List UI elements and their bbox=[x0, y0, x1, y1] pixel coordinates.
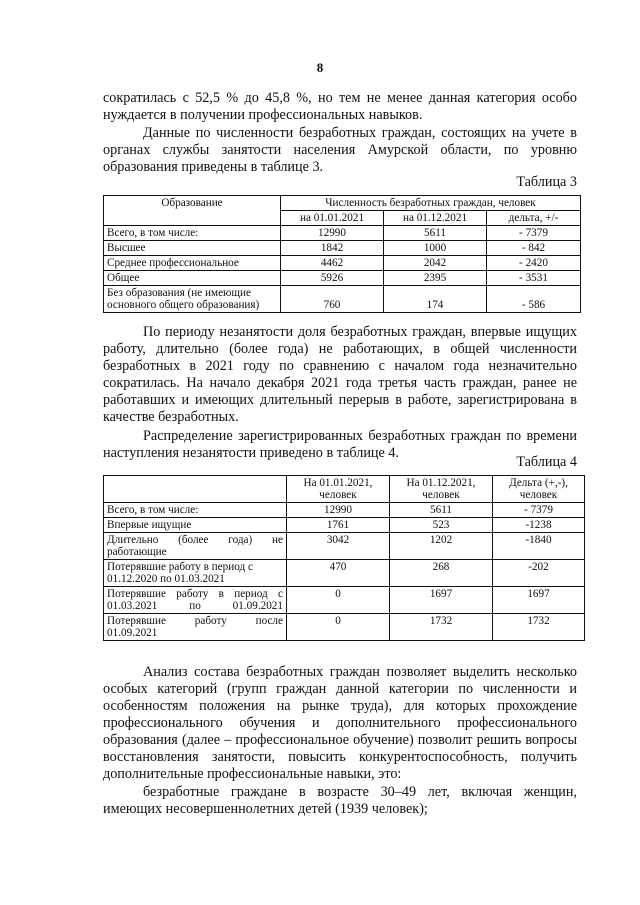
cell-value: 1000 bbox=[384, 241, 487, 256]
cell-value: 12990 bbox=[281, 226, 384, 241]
cell-value: 174 bbox=[384, 286, 487, 313]
table-row bbox=[104, 241, 581, 256]
row-label: Высшее bbox=[104, 241, 281, 256]
table-row bbox=[104, 560, 585, 587]
cell-value: 0 bbox=[287, 587, 390, 614]
paragraph-continued: сократилась с 52,5 % до 45,8 %, но тем не менее данная категория особо нуждается в получении профессиональных навыков. bbox=[103, 90, 577, 123]
cell-value: - 3531 bbox=[487, 271, 581, 286]
table4-caption: Таблица 4 bbox=[516, 454, 577, 470]
paragraph-table3-intro: Данные по численности безработных граждан, состоящих на учете в органах службы занятости населения Амурской области, по уровню образования приведены в таблице 3. bbox=[103, 125, 577, 175]
row-label: Потерявшие работу в период с 01.12.2020 по 01.03.2021 bbox=[104, 560, 287, 587]
table-row bbox=[104, 503, 585, 518]
cell-value: -1238 bbox=[493, 518, 585, 533]
cell-value: 12990 bbox=[287, 503, 390, 518]
table-row bbox=[104, 286, 581, 313]
header-col1: На 01.01.2021, человек bbox=[287, 476, 390, 503]
cell-value: -1840 bbox=[493, 533, 585, 560]
cell-value: - 586 bbox=[487, 286, 581, 313]
header-col2: На 01.12.2021, человек bbox=[390, 476, 493, 503]
cell-value: 0 bbox=[287, 614, 390, 641]
table3-caption: Таблица 3 bbox=[516, 174, 577, 190]
cell-value: 5611 bbox=[390, 503, 493, 518]
header-empty bbox=[104, 476, 287, 503]
header-education: Образование bbox=[104, 196, 281, 226]
page-number: 8 bbox=[316, 60, 324, 75]
paragraph-analysis: Анализ состава безработных граждан позволяет выделить несколько особых категорий (групп граждан данной категории по численности и особенностям положения на рынке труда), для которых прохождение профессионального обучения и дополнительного профессионального образования (далее – профессиональное обучение) позволит решить вопросы восстановления занятости, повысить конкурентоспособность, получить дополнительные профессиональные навыки, это: bbox=[103, 664, 577, 782]
cell-value: 2395 bbox=[384, 271, 487, 286]
cell-value: 3042 bbox=[287, 533, 390, 560]
cell-value: 1732 bbox=[493, 614, 585, 641]
row-label: Впервые ищущие bbox=[104, 518, 287, 533]
paragraph-table4-intro: Распределение зарегистрированных безработных граждан по времени наступления незанятости приведено в таблице 4. bbox=[103, 428, 577, 461]
header-group: Численность безработных граждан, человек bbox=[281, 196, 581, 211]
cell-value: - 842 bbox=[487, 241, 581, 256]
table4 bbox=[103, 475, 585, 641]
table-row bbox=[104, 256, 581, 271]
table3-section bbox=[103, 172, 577, 313]
row-label: Всего, в том числе: bbox=[104, 503, 287, 518]
row-label: Всего, в том числе: bbox=[104, 226, 281, 241]
row-label: Длительно (более года) не работающие bbox=[104, 533, 287, 560]
cell-value: 1732 bbox=[390, 614, 493, 641]
paragraph-category-list-item: безработные граждане в возрасте 30–49 лет, включая женщин, имеющих несовершеннолетних детей (1939 человек); bbox=[103, 784, 577, 817]
header-col3: дельта, +/- bbox=[487, 211, 581, 226]
cell-value: 470 bbox=[287, 560, 390, 587]
table4-section bbox=[103, 452, 577, 641]
header-col3: Дельта (+,-), человек bbox=[493, 476, 585, 503]
cell-value: 4462 bbox=[281, 256, 384, 271]
cell-value: 268 bbox=[390, 560, 493, 587]
cell-value: 1761 bbox=[287, 518, 390, 533]
cell-value: 5926 bbox=[281, 271, 384, 286]
table-row bbox=[104, 226, 581, 241]
text-block-middle bbox=[103, 324, 577, 462]
cell-value: - 7379 bbox=[487, 226, 581, 241]
table-row bbox=[104, 614, 585, 641]
cell-value: 523 bbox=[390, 518, 493, 533]
header-col1: на 01.01.2021 bbox=[281, 211, 384, 226]
table-row bbox=[104, 533, 585, 560]
row-label: Потерявшие работу после 01.09.2021 bbox=[104, 614, 287, 641]
cell-value: - 7379 bbox=[493, 503, 585, 518]
cell-value: 2042 bbox=[384, 256, 487, 271]
row-label: Без образования (не имеющие основного общего образования) bbox=[104, 286, 281, 313]
text-block-top bbox=[103, 90, 577, 176]
table-header-row bbox=[104, 476, 585, 503]
paragraph-unemployment-period: По периоду незанятости доля безработных граждан, впервые ищущих работу, длительно (более года) не работающих, в общей численности безработных в 2021 году по сравнению с началом года незначительно сократилась. На начало декабря 2021 года третья часть граждан, ранее не работавших и имеющих длительный перерыв в работе, зарегистрирована в качестве безработных. bbox=[103, 324, 577, 425]
cell-value: 1842 bbox=[281, 241, 384, 256]
table-row bbox=[104, 587, 585, 614]
cell-value: 5611 bbox=[384, 226, 487, 241]
table-row bbox=[104, 271, 581, 286]
cell-value: 1697 bbox=[390, 587, 493, 614]
table-row bbox=[104, 518, 585, 533]
cell-value: 1202 bbox=[390, 533, 493, 560]
row-label: Среднее профессиональное bbox=[104, 256, 281, 271]
cell-value: 760 bbox=[281, 286, 384, 313]
cell-value: - 2420 bbox=[487, 256, 581, 271]
table3 bbox=[103, 195, 581, 313]
text-block-bottom bbox=[103, 664, 577, 818]
row-label: Потерявшие работу в период с 01.03.2021 по 01.09.2021 bbox=[104, 587, 287, 614]
header-col2: на 01.12.2021 bbox=[384, 211, 487, 226]
cell-value: -202 bbox=[493, 560, 585, 587]
table-header-row bbox=[104, 196, 581, 211]
row-label: Общее bbox=[104, 271, 281, 286]
cell-value: 1697 bbox=[493, 587, 585, 614]
